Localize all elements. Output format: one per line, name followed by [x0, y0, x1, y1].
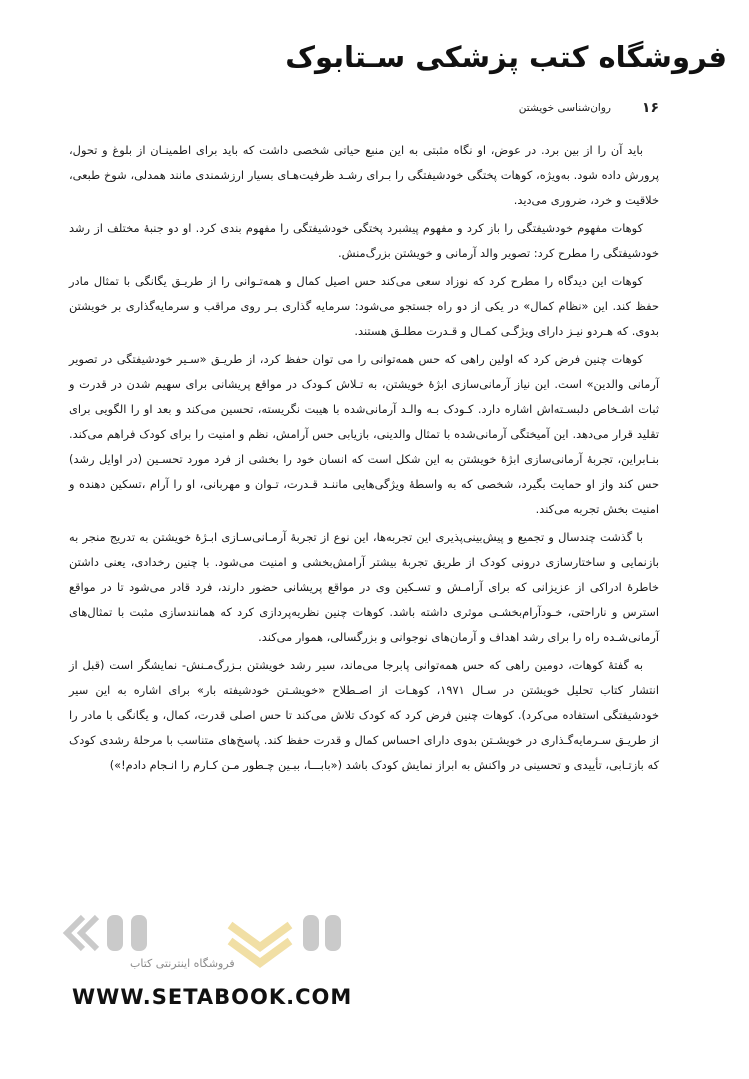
store-title: فروشگاه کتب پزشکی سـتابوک: [285, 40, 727, 74]
watermark-tagline: فروشگاه اینترنتی کتاب: [130, 957, 235, 970]
paragraph-1: باید آن را از بین برد. در عوض، او نگاه مثبتی به این منبع حیاتی شخصی داشت که باید برای اطمینـان از بلوغ و تحول، پرورش داده شود. به‌ویژه، کوهات پختگی خودشیفتگی را بـرای رشـد ظرفیت‌هـای بسیار ارزشمندی مانند همدلی، شوخ طبعی، خلاقیت و خرد، ضروری می‌دید.: [69, 143, 659, 207]
body-text: [69, 138, 659, 781]
setabook-logo-icon: [55, 905, 345, 995]
paragraph-4: کوهات چنین فرض کرد که اولین راهی که حس همه‌توانی را می توان حفظ کرد، از طریـق «سـیر خودشیفتگی در تصویر آرمانی والدین» است. این نیاز آرمانی‌سازی ابژهٔ خویشتن، به تـلاش کـودک در مواقع پریشانی برای سهیم شدن در قدرت و ثبات اشـخاص دلبسـته‌اش اشاره دارد. کـودک بـه والـد آرمانی‌شده با هیبت نگریسته، تحسین می‌کند و بعد او را الگویی برای تقلید قرار می‌دهد. این آمیختگی آرمانی‌شده با تمثال والدینی، بازیابی حس آرامش، نظم و امنیت را برای کودک فراهم می‌کند. بنـابراین، تجربهٔ آرمانی‌سازی ابژهٔ خویشتن به این شکل است که انسان خود را بخشی از فرد مورد تحسـین (در اوایل رشد) حس کند واز او حمایت بگیرد، شخصی که به واسطهٔ ویژگی‌هایی ماننـد قـدرت، تـوان و مهربانی، او را آرام ،تسکین دهنده و امنیت بخش تجربه می‌کند.: [69, 352, 659, 516]
paragraph-2: کوهات مفهوم خودشیفتگی را باز کرد و مفهوم پیشبرد پختگی خودشیفتگی را مفهوم بندی کرد. او دو جنبهٔ مختلف از رشد خودشیفتگی را مطرح کرد: تصویر والد آرمانی و خویشتن بزرگ‌منش.: [69, 221, 659, 260]
book-title: روان‌شناسی خویشتن: [518, 102, 611, 114]
paragraph-5: با گذشت چندسال و تجمیع و پیش‌بینی‌پذیری این تجربه‌ها، این نوع از تجربهٔ آرمـانی‌سـازی ابـژهٔ خویشتن به تدریج منجر به بازنمایی و ساختارسازی درونی کودک از طریق تجربهٔ بیشتر آرامش‌بخشی و امنیت می‌شود. با چنین رخدادی، یعنی داشتن خاطرهٔ ادراکی از عزیزانی که برای آرامـش و تسـکین وی در مواقع پریشانی حضور دارند، فرد قادر می‌شود تا در مواقع استرس و ناراحتی، خـودآرام‌بخشـی موثری داشته باشد. کوهات چنین نظریه‌پردازی کرد که همانندسازی مثبت با تمثال‌های آرمانی‌شـده راه را برای رشد اهداف و آرمان‌های نوجوانی و بزرگسالی، هموار می‌کند.: [69, 530, 659, 644]
paragraph-3: کوهات این دیدگاه را مطرح کرد که نوزاد سعی می‌کند حس اصیل کمال و همه‌تـوانی را از طریـق یگانگی با تمثال مادر حفظ کند. این «نظام کمال» در یکی از دو راه جستجو می‌شود: سرمایه گذاری بـر روی مراقب و سرمایه‌گذاری بر خویشتن بدوی. که هـردو نیـز دارای ویژگـی کمـال و قـدرت مطلـق هستند.: [69, 274, 659, 338]
setabook-watermark: [55, 905, 345, 995]
website-url: WWW.SETABOOK.COM: [72, 985, 353, 1009]
running-header: [90, 100, 659, 120]
paragraph-6: به گفتهٔ کوهات، دومین راهی که حس همه‌توانی پابرجا می‌ماند، سیر رشد خویشتن بـزرگ‌مـنش- نمایشگر است (قبل از انتشار کتاب تحلیل خویشتن در سـال ۱۹۷۱، کوهـات از اصـطلاح «خویشـتن خودشیفته بار» برای اشاره به این سیر خودشیفتگی استفاده می‌کرد). کوهات چنین فرض کرد که کودک تلاش می‌کند تا حس اصلی قدرت، کمال، و یگانگی با مادر را از طریـق سـرمایه‌گـذاری در خویشـتن بدوی دارای احساس کمال و قدرت حفظ کند. پاسخ‌های متناسب با مرحلهٔ رشدی کودک که بازتـابی، تأییدی و تحسینی در واکنش به ابراز نمایش کودک باشد («بابـــا، ببـین چـطور مـن کـارم را انـجام دادم!»): [69, 658, 660, 772]
page-number: ۱۶: [641, 100, 659, 116]
